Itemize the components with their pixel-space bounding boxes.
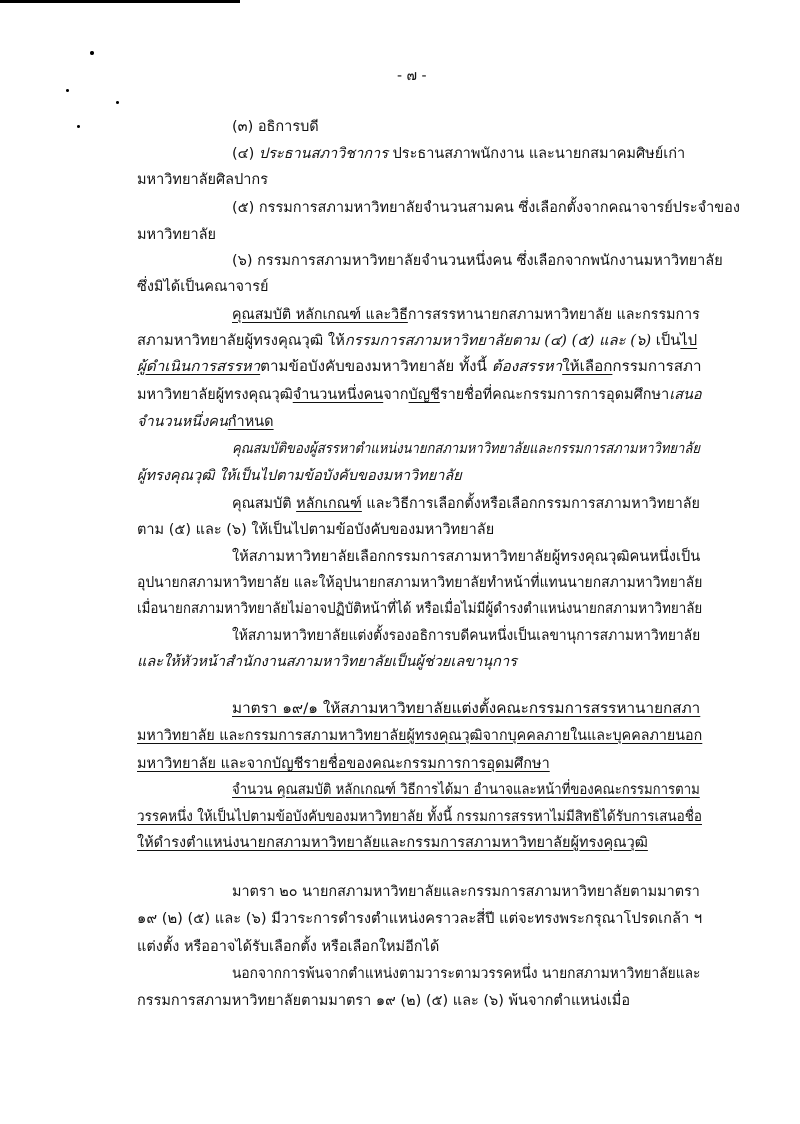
text-run: กรรมการสภามหาวิทยาลัยตามมาตรา ๑๙ (๒) (๕) และ (๖) พ้นจากตำแหน่งเมื่อ — [137, 993, 631, 1009]
text-line-l02 — [232, 144, 685, 164]
text-line-l26 — [137, 807, 702, 827]
text-line-l03 — [137, 170, 268, 190]
text-run: จำนวน คุณสมบัติ หลักเกณฑ์ วิธีการได้มา อำนาจและหน้าที่ของคณะกรรมการตาม — [232, 782, 700, 798]
text-run: ๑๙ (๒) (๕) และ (๖) มีวาระการดำรงตำแหน่งคราวละสี่ปี แต่จะทรงพระกรุณาโปรดเกล้า ฯ — [137, 911, 703, 927]
text-run: ประธานสภาพนักงาน และนายกสมาคมศิษย์เก่า — [387, 146, 686, 162]
text-run: รายชื่อที่คณะกรรมการการอุดมศึกษา — [439, 387, 670, 403]
text-run: และให้หัวหน้าสำนักงานสภามหาวิทยาลัยเป็นผู้ช่วยเลขานุการ — [137, 654, 517, 670]
text-run: ผู้ดำเนินการสรรหา — [137, 359, 261, 375]
text-run: เสนอ — [669, 387, 702, 403]
text-run: หลักเกณฑ์ — [296, 496, 362, 512]
text-run: จำนวนหนึ่งคน — [292, 387, 384, 403]
text-run: มหาวิทยาลัย และจากบัญชีรายชื่อของคณะกรรมการการอุดมศึกษา — [137, 756, 550, 772]
text-line-l28 — [232, 882, 700, 902]
text-run: มาตรา ๒๐ นายกสภามหาวิทยาลัยและกรรมการสภามหาวิทยาลัยตามมาตรา — [232, 884, 700, 900]
text-run: เป็น — [651, 333, 681, 349]
text-line-l09 — [137, 331, 697, 351]
text-line-l32 — [137, 991, 630, 1011]
text-line-l22 — [232, 699, 700, 719]
text-run: มหาวิทยาลัยศิลปากร — [137, 172, 268, 188]
text-line-l10 — [137, 357, 702, 377]
text-run: ให้เลือก — [562, 359, 613, 375]
scan-speck — [77, 125, 80, 128]
text-run: คุณสมบัติ หลักเกณฑ์ และวิธี — [232, 307, 408, 323]
text-run: จาก — [383, 387, 409, 403]
text-run: มาตรา ๑๙/๑ ให้สภามหาวิทยาลัยแต่งตั้งคณะกรรมการสรรหานายกสภา — [232, 701, 701, 717]
text-line-l19 — [137, 599, 702, 619]
text-run: บัญชี — [408, 387, 440, 403]
text-run: สภามหาวิทยาลัยผู้ทรงคุณวุฒิ ให้ — [137, 333, 345, 349]
text-line-l04 — [232, 198, 740, 218]
text-run: มหาวิทยาลัย และกรรมการสภามหาวิทยาลัยผู้ทรงคุณวุฒิจากบุคคลภายในและบุคคลภายนอก — [137, 728, 703, 744]
text-run: เมื่อนายกสภามหาวิทยาลัยไม่อาจปฏิบัติหน้าที่ได้ หรือเมื่อไม่มีผู้ดำรงตำแหน่งนายกสภามหาวิทยาลัย — [137, 601, 703, 617]
text-run: กรรมการสภา — [612, 359, 702, 375]
text-line-l18 — [137, 573, 702, 593]
text-run: และวิธีการเลือกตั้งหรือเลือกกรรมการสภามหาวิทยาลัย — [361, 496, 700, 512]
text-run: ไป — [680, 333, 698, 349]
text-line-l24 — [137, 754, 550, 774]
text-run: กำหนด — [227, 414, 274, 430]
text-run: การสรรหานายกสภามหาวิทยาลัย และกรรมการ — [407, 307, 700, 323]
text-line-l25 — [232, 780, 700, 800]
text-run: ตาม (๕) และ (๖) ให้เป็นไปตามข้อบังคับของมหาวิทยาลัย — [137, 522, 495, 538]
text-line-l20 — [232, 626, 700, 646]
text-line-l12 — [137, 412, 274, 432]
scan-speck — [90, 51, 94, 55]
text-run: ซึ่งมิได้เป็นคณาจารย์ — [137, 279, 269, 295]
text-run: มหาวิทยาลัย — [137, 227, 216, 243]
text-line-l17 — [232, 547, 700, 567]
text-run: นอกจากการพ้นจากตำแหน่งตามวาระตามวรรคหนึ่ง นายกสภามหาวิทยาลัยและ — [232, 966, 701, 982]
text-line-l13 — [232, 439, 700, 459]
text-line-l27 — [137, 833, 648, 853]
text-run: (๖) กรรมการสภามหาวิทยาลัยจำนวนหนึ่งคน ซึ่งเลือกจากพนักงานมหาวิทยาลัย — [232, 253, 723, 269]
top-edge-rule — [0, 0, 240, 3]
text-line-l05 — [137, 225, 216, 245]
text-line-l16 — [137, 520, 494, 540]
text-run: ผู้ทรงคุณวุฒิ ให้เป็นไปตามข้อบังคับของมหาวิทยาลัย — [137, 468, 462, 484]
text-run: แต่งตั้ง หรืออาจได้รับเลือกตั้ง หรือเลือกใหม่อีกได้ — [137, 939, 440, 955]
text-line-l29 — [137, 909, 702, 929]
text-line-l31 — [232, 964, 700, 984]
text-run: กรรมการสภามหาวิทยาลัยตาม (๔) (๕) และ (๖) — [344, 333, 652, 349]
text-line-l11 — [137, 385, 702, 405]
text-line-l21 — [137, 652, 517, 672]
text-run: คุณสมบัติ — [232, 496, 297, 512]
text-line-l01 — [232, 117, 319, 137]
text-line-l14 — [137, 466, 462, 486]
text-line-l15 — [232, 494, 700, 514]
scan-speck — [66, 89, 69, 92]
text-line-l30 — [137, 937, 439, 957]
text-line-l07 — [137, 277, 268, 297]
text-run: อุปนายกสภามหาวิทยาลัย และให้อุปนายกสภามหาวิทยาลัยทำหน้าที่แทนนายกสภามหาวิทยาลัย — [137, 575, 703, 591]
text-run: จำนวนหนึ่งคน — [137, 414, 228, 430]
text-line-l08 — [232, 305, 700, 325]
text-run: ต้องสรรหา — [491, 359, 563, 375]
text-run: (๕) กรรมการสภามหาวิทยาลัยจำนวนสามคน ซึ่งเลือกตั้งจากคณาจารย์ประจำของ — [232, 200, 740, 216]
text-run: วรรคหนึ่ง ให้เป็นไปตามข้อบังคับของมหาวิทยาลัย ทั้งนี้ กรรมการสรรหาไม่มีสิทธิได้รับการเสนอชื่อ — [137, 809, 702, 825]
page-number: - ๗ - — [397, 68, 427, 84]
text-run: มหาวิทยาลัยผู้ทรงคุณวุฒิ — [137, 387, 293, 403]
text-line-l06 — [232, 251, 723, 271]
scan-speck — [116, 101, 119, 104]
text-run: (๔) — [232, 146, 259, 162]
text-run: ตามข้อบังคับของมหาวิทยาลัย ทั้งนี้ — [260, 359, 492, 375]
text-run: คุณสมบัติของผู้สรรหาตำแหน่งนายกสภามหาวิทยาลัยและกรรมการสภามหาวิทยาลัย — [232, 441, 700, 457]
text-run: ให้ดำรงตำแหน่งนายกสภามหาวิทยาลัยและกรรมการสภามหาวิทยาลัยผู้ทรงคุณวุฒิ — [137, 835, 648, 851]
text-line-l23 — [137, 726, 702, 746]
text-run: ให้สภามหาวิทยาลัยเลือกกรรมการสภามหาวิทยาลัยผู้ทรงคุณวุฒิคนหนึ่งเป็น — [232, 549, 701, 565]
text-run: ประธานสภาวิชาการ — [258, 146, 388, 162]
text-run: ให้สภามหาวิทยาลัยแต่งตั้งรองอธิการบดีคนหนึ่งเป็นเลขานุการสภามหาวิทยาลัย — [232, 628, 701, 644]
text-run: (๓) อธิการบดี — [232, 119, 319, 135]
